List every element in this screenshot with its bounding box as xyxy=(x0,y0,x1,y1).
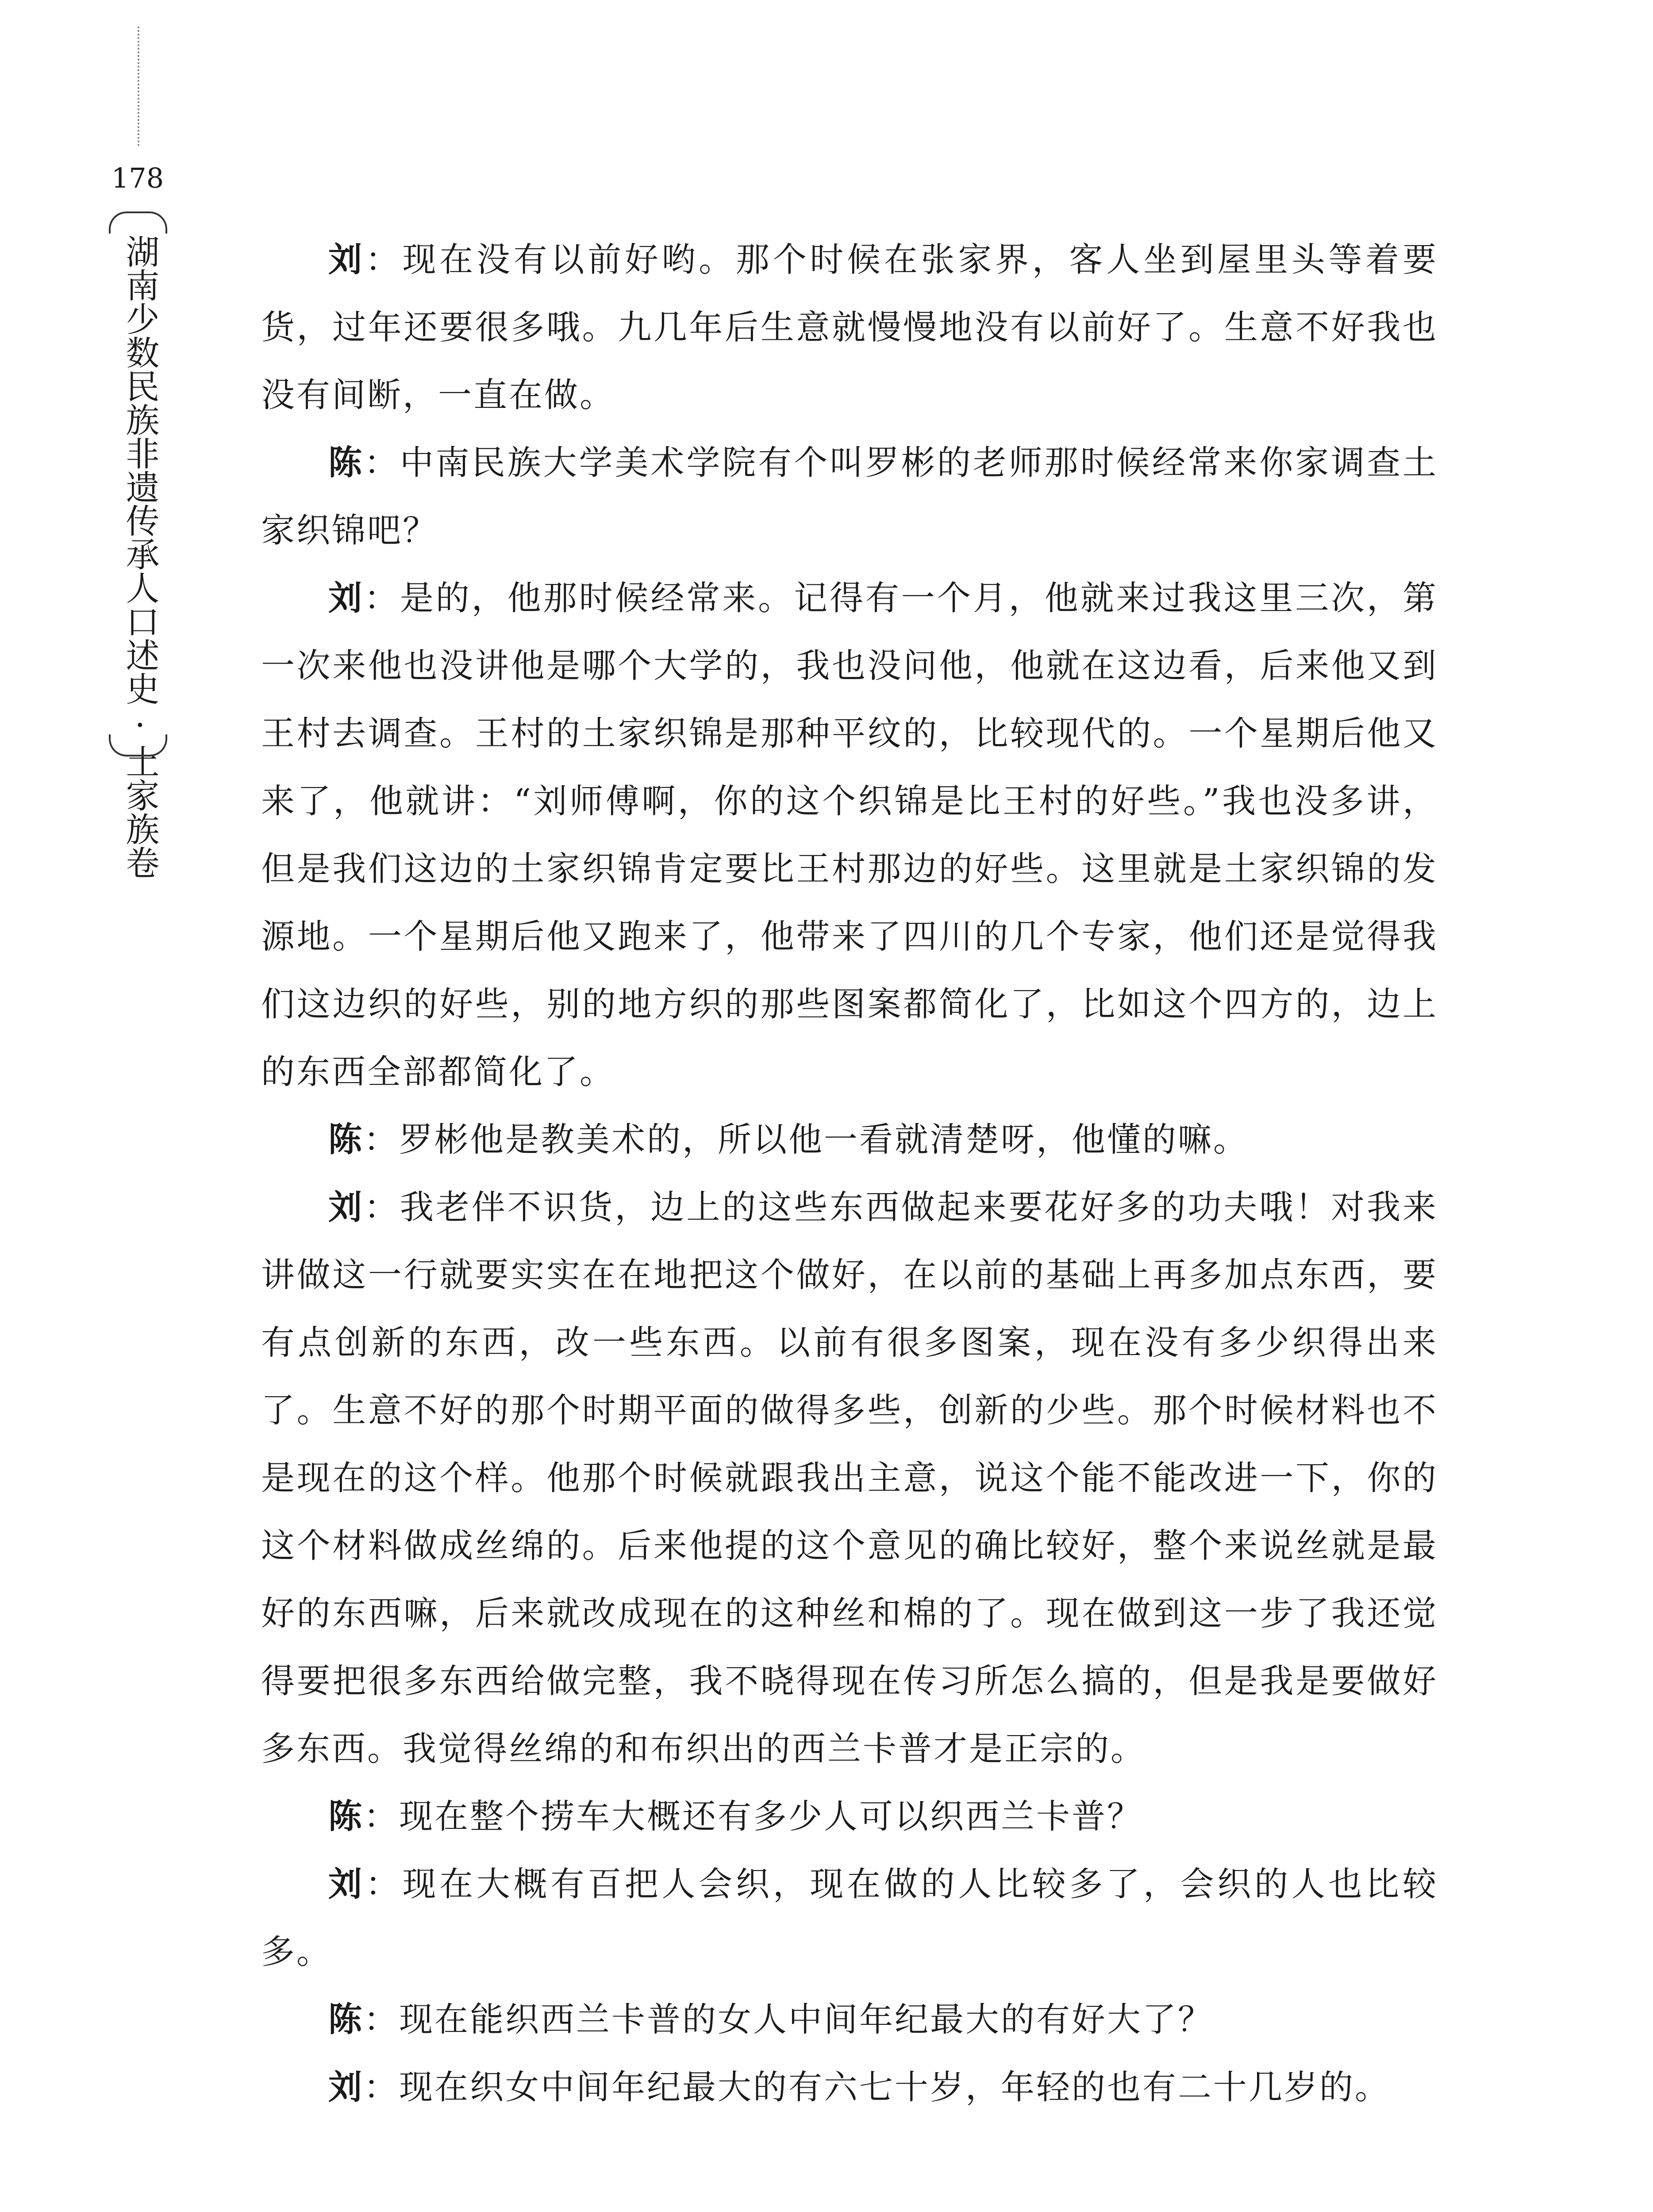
speaker-label: 刘 xyxy=(328,578,364,618)
speaker-label: 刘 xyxy=(328,1864,365,1904)
paragraph-text: ：中南民族大学美术学院有个叫罗彬的老师那时候经常来你家调查土家织锦吧？ xyxy=(261,443,1438,550)
interview-paragraph xyxy=(261,1173,1438,1782)
speaker-label: 陈 xyxy=(328,1797,364,1836)
paragraph-text: ：现在没有以前好哟。那个时候在张家界，客人坐到屋里头等着要货，过年还要很多哦。九几年后生意就慢慢地没有以前好了。生意不好我也没有间断，一直在做。 xyxy=(261,240,1438,415)
speaker-label: 陈 xyxy=(328,443,364,482)
interview-paragraph xyxy=(261,2053,1438,2121)
interview-paragraph xyxy=(261,1850,1438,1985)
speaker-label: 刘 xyxy=(328,1187,364,1227)
page-number: 178 xyxy=(111,162,164,194)
interview-paragraph xyxy=(261,1782,1438,1850)
speaker-label: 陈 xyxy=(328,1120,364,1159)
paragraph-text: ：现在整个捞车大概还有多少人可以织西兰卡普？ xyxy=(364,1797,1142,1836)
paragraph-text: ：现在能织西兰卡普的女人中间年纪最大的有好大了？ xyxy=(364,2000,1213,2039)
paragraph-text: ：是的，他那时候经常来。记得有一个月，他就来过我这里三次，第一次来他也没讲他是哪个大学的，我也没问他，他就在这边看，后来他又到王村去调查。王村的土家织锦是那种平纹的，比较现代的。一个星期后他又来了，他就讲：“刘师傅啊，你的这个织锦是比王村的好些。”我也没多讲，但是我们这边的土家织锦肯定要比王村那边的好些。这里就是土家织锦的发源地。一个星期后他又跑来了，他带来了四川的几个专家，他们还是觉得我们这边织的好些，别的地方织的那些图案都简化了，比如这个四方的，边上的东西全部都简化了。 xyxy=(261,578,1438,1091)
interview-text xyxy=(261,226,1438,2121)
paragraph-text: ：现在大概有百把人会织，现在做的人比较多了，会织的人也比较多。 xyxy=(261,1864,1438,1971)
title-bracket-bottom xyxy=(109,734,167,757)
interview-paragraph xyxy=(261,1106,1438,1173)
speaker-label: 刘 xyxy=(328,2067,364,2107)
title-bracket-top xyxy=(109,211,167,234)
speaker-label: 陈 xyxy=(328,2000,364,2039)
paragraph-text: ：罗彬他是教美术的，所以他一看就清楚呀，他懂的嘛。 xyxy=(364,1120,1249,1159)
interview-paragraph xyxy=(261,1985,1438,2053)
interview-paragraph xyxy=(261,226,1438,429)
paragraph-text: ：我老伴不识货，边上的这些东西做起来要花好多的功夫哦！对我来讲做这一行就要实实在在地把这个做好，在以前的基础上再多加点东西，要有点创新的东西，改一些东西。以前有很多图案，现在没有多少织得出来了。生意不好的那个时期平面的做得多些，创新的少些。那个时候材料也不是现在的这个样。他那个时候就跟我出主意，说这个能不能改进一下，你的这个材料做成丝绵的。后来他提的这个意见的确比较好，整个来说丝就是最好的东西嘛，后来就改成现在的这种丝和棉的了。现在做到这一步了我还觉得要把很多东西给做完整，我不晓得现在传习所怎么搞的，但是我是要做好多东西。我觉得丝绵的和布织出的西兰卡普才是正宗的。 xyxy=(261,1187,1438,1768)
interview-paragraph xyxy=(261,564,1438,1106)
speaker-label: 刘 xyxy=(328,240,365,279)
margin-dotted-rule xyxy=(138,27,139,146)
paragraph-text: ：现在织女中间年纪最大的有六七十岁，年轻的也有二十几岁的。 xyxy=(364,2067,1390,2107)
series-title: 湖南少数民族非遗传承人口述史·土家族卷 xyxy=(120,234,160,879)
interview-paragraph xyxy=(261,429,1438,564)
